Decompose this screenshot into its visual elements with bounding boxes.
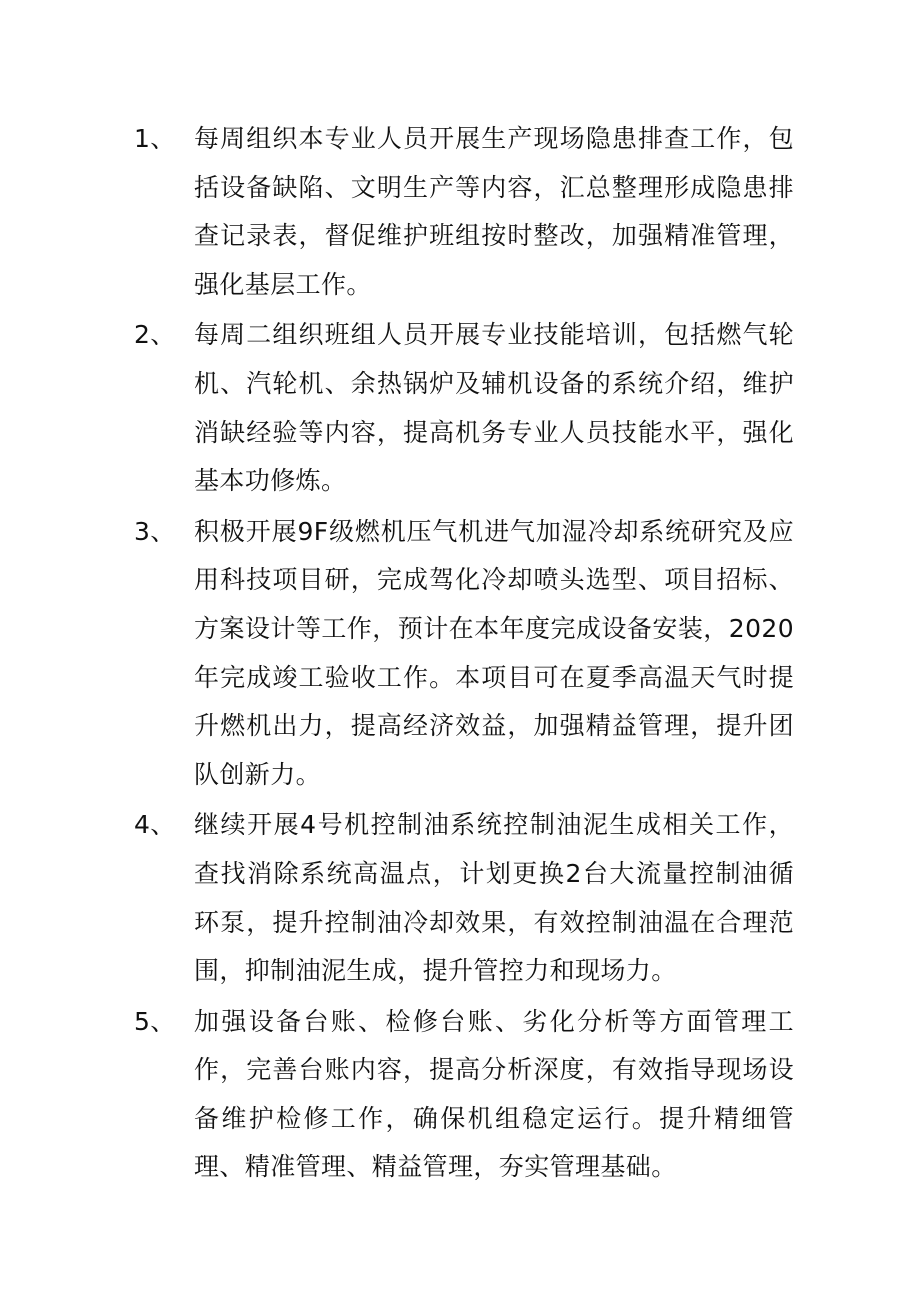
list-item-number: 5、 (134, 1006, 176, 1036)
list-item-text: 每周二组织班组人员开展专业技能培训，包括燃气轮机、汽轮机、余热锅炉及辅机设备的系统介绍，维护消缺经验等内容，提高机务专业人员技能水平，强化基本功修炼。 (194, 320, 794, 496)
list-item (134, 115, 794, 309)
list-item-text: 加强设备台账、检修台账、劣化分析等方面管理工作，完善台账内容，提高分析深度，有效指导现场设备维护检修工作，确保机组稳定运行。提升精细管理、精准管理、精益管理，夯实管理基础。 (194, 1006, 794, 1182)
list-item (134, 801, 794, 995)
work-plan-list (134, 115, 794, 1194)
list-item (134, 998, 794, 1192)
list-item-text: 每周组织本专业人员开展生产现场隐患排查工作，包括设备缺陷、文明生产等内容，汇总整理形成隐患排查记录表，督促维护班组按时整改，加强精准管理，强化基层工作。 (194, 124, 794, 299)
list-item-number: 4、 (134, 810, 176, 840)
list-item-number: 3、 (134, 516, 176, 546)
list-item-text: 积极开展9F级燃机压气机进气加湿冷却系统研究及应用科技项目研，完成驾化冷却喷头选型、项目招标、方案设计等工作，预计在本年度完成设备安装，2020年完成竣工验收工作。本项目可在夏季高温天气时提升燃机出力，提高经济效益，加强精益管理，提升团队创新力。 (194, 516, 794, 789)
list-item (134, 311, 794, 505)
list-item (134, 508, 794, 800)
list-item-number: 2、 (134, 320, 176, 350)
list-item-number: 1、 (134, 124, 176, 153)
list-item-text: 继续开展4号机控制油系统控制油泥生成相关工作，查找消除系统高温点，计划更换2台大流量控制油循环泵，提升控制油冷却效果，有效控制油温在合理范围，抑制油泥生成，提升管控力和现场力。 (194, 810, 794, 986)
